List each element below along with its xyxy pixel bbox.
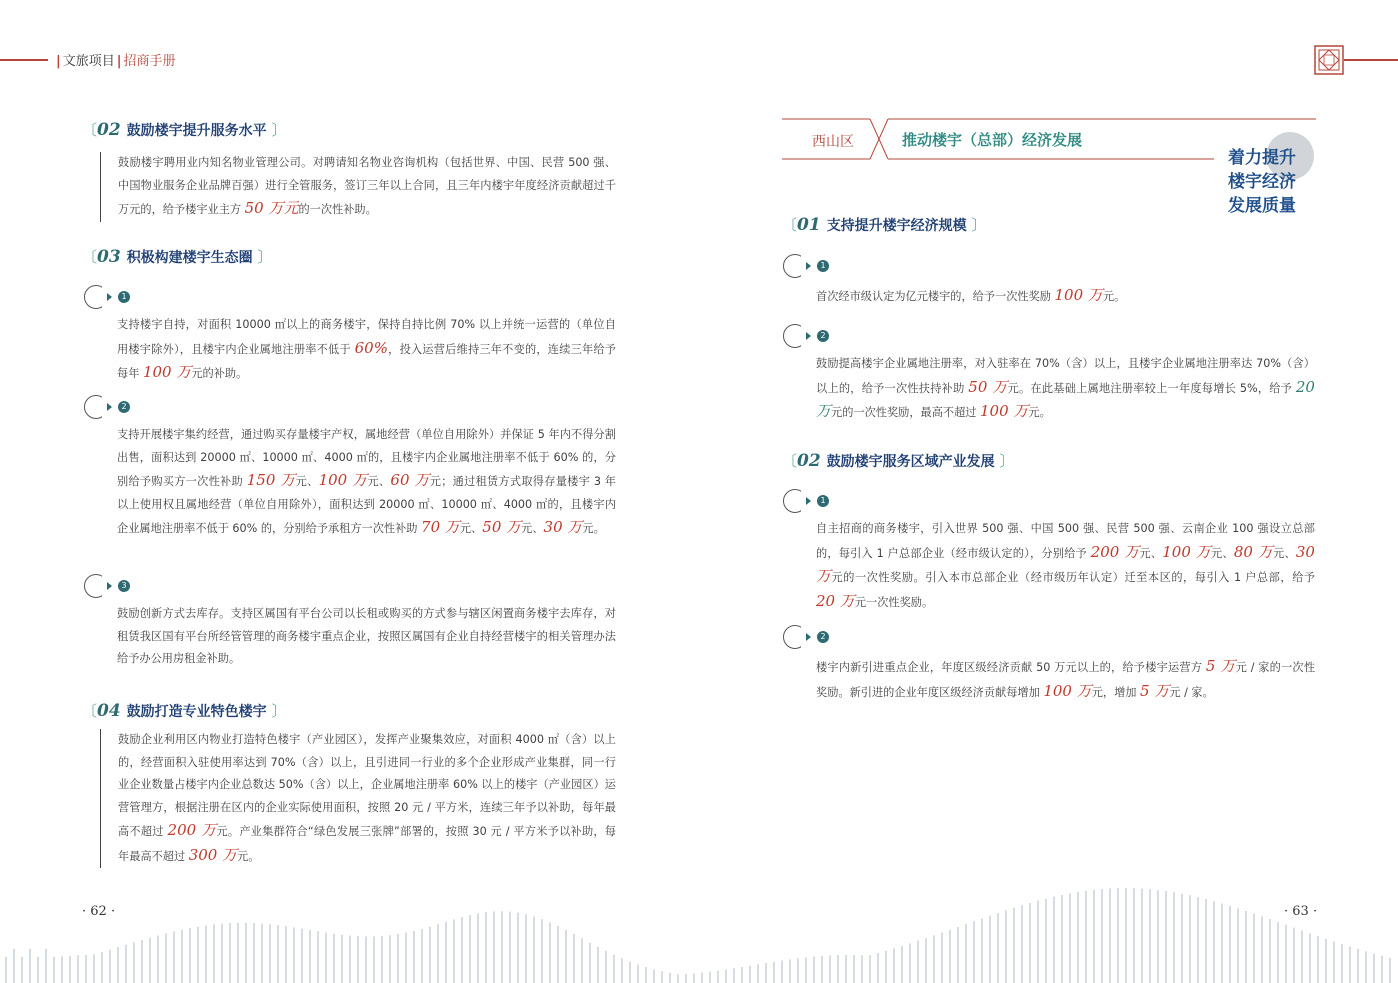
slogan-line-2: 楼宇经济: [1228, 172, 1296, 192]
header-brand-label: 文旅项目: [62, 54, 115, 69]
left-section-02-title: 〔02 鼓励楼宇提升服务水平 〕: [82, 120, 287, 140]
left-section-04-paragraph: 鼓励企业利用区内物业打造特色楼宇（产业园区），发挥产业聚集效应，对面积 4000 ㎡（含）以上的，经营面积入驻使用率达到 70%（含）以上，且引进同一行业的多个企业形成产业集群，同一行业企业数量占楼宇内企业总数达 50%（含）以上，企业属地注册率 60% 以上的楼宇（产业园区）运营管理方，根据注册在区内的企业实际使用面积，按照 20 元 / 平方米，连续三年予以补助，每年最高不超过 200 万元。产业集群符合“绿色发展三张牌”部署的，按照 30 元 / 平方米予以补助，每年最高不超过 300 万元。: [100, 729, 616, 868]
left-section-02-paragraph: 鼓励楼宇聘用业内知名物业管理公司。对聘请知名物业咨询机构（包括世界、中国、民营 500 强、中国物业服务企业品牌百强）进行全管服务，签订三年以上合同，且三年内楼宇年度经济贡献超过千万元的，给予楼宇业主方 50 万元的一次性补助。: [100, 152, 616, 222]
right-s02-item-1: 自主招商的商务楼宇，引入世界 500 强、中国 500 强、民营 500 强、云南企业 100 强设立总部的，每引入 1 户总部企业（经市级认定的），分别给予 200 万元、100 万元、80 万元、30 万元的一次性奖励。引入本市总部企业（经市级历年认定）迁至本区的，每引入 1 户总部，给予 20 万元一次性奖励。: [816, 522, 1315, 610]
right-s02-marker-1: 1: [783, 489, 823, 513]
lattice-logo-icon: [1314, 45, 1344, 75]
right-section-01-title: 〔01 支持提升楼宇经济规模 〕: [782, 215, 987, 235]
right-section-02-title: 〔02 鼓励楼宇服务区域产业发展 〕: [782, 451, 1015, 471]
slogan-line-3: 发展质量: [1228, 196, 1296, 216]
header-rule-left: [0, 59, 48, 61]
right-s01-marker-2: 2: [783, 324, 823, 348]
header-rule-right: [1344, 59, 1398, 61]
header-brand: | 文旅项目 | 招商手册: [56, 54, 176, 69]
right-s01-marker-1: 1: [783, 254, 823, 278]
left-section-04-title: 〔04 鼓励打造专业特色楼宇 〕: [82, 701, 287, 721]
right-s01-item-2: 鼓励提高楼宇企业属地注册率，对入驻率在 70%（含）以上，且楼宇企业属地注册率达 70%（含）以上的，给予一次性扶持补助 50 万元。在此基础上属地注册率较上一年度每增长 5%，给予 20 万元的一次性奖励，最高不超过 100 万元。: [816, 357, 1315, 420]
left-s03-marker-2: 2: [84, 395, 124, 419]
right-page-number: · 63 ·: [1284, 904, 1318, 919]
right-s01-item-1: 首次经市级认定为亿元楼宇的，给予一次性奖励 100 万元。: [816, 286, 1126, 304]
left-s03-item-1: 支持楼宇自持，对面积 10000 ㎡以上的商务楼宇，保持自持比例 70% 以上并统一运营的（单位自用楼宇除外），且楼宇内企业属地注册率不低于 60%，投入运营后维持三年不变的，连续三年给予每年 100 万元的补助。: [117, 318, 616, 381]
left-section-03-title: 〔03 积极构建楼宇生态圈 〕: [82, 247, 273, 267]
slogan-line-1: 着力提升: [1228, 148, 1296, 168]
region-banner-title: 推动楼宇（总部）经济发展: [902, 131, 1083, 149]
header-subtitle: 招商手册: [123, 54, 176, 69]
left-s03-marker-1: 1: [84, 285, 124, 309]
right-s02-item-2: 楼宇内新引进重点企业，年度区级经济贡献 50 万元以上的，给予楼宇运营方 5 万元 / 家的一次性奖励。新引进的企业年度区级经济贡献每增加 100 万元，增加 5 万元 / 家。: [816, 657, 1316, 700]
region-label: 西山区: [812, 134, 854, 150]
slogan: [1228, 146, 1318, 218]
left-s03-item-2: 支持开展楼宇集约经营，通过购买存量楼宇产权，属地经营（单位自用除外）并保证 5 年内不得分割出售，面积达到 20000 ㎡、10000 ㎡、4000 ㎡的，且楼宇内企业属地注册率不低于 60% 的，分别给予购买方一次性补助 150 万元、100 万元、60 万元；通过租赁方式取得存量楼宇 3 年以上使用权且属地经营（单位自用除外），面积达到 20000 ㎡、10000 ㎡、4000 ㎡的，且楼宇内企业属地注册率不低于 60% 的，分别给予承租方一次性补助 70 万元、50 万元、30 万元。: [117, 428, 616, 536]
right-s02-marker-2: 2: [783, 625, 823, 649]
left-page-number: · 62 ·: [82, 904, 116, 919]
left-s03-item-3: 鼓励创新方式去库存。支持区属国有平台公司以长租或购买的方式参与辖区闲置商务楼宇去库存，对租赁我区国有平台所经管管理的商务楼宇重点企业，按照区属国有企业自持经营楼宇的相关管理办法给予办公用房租金补助。: [117, 607, 616, 665]
left-s03-marker-3: 3: [84, 574, 124, 598]
